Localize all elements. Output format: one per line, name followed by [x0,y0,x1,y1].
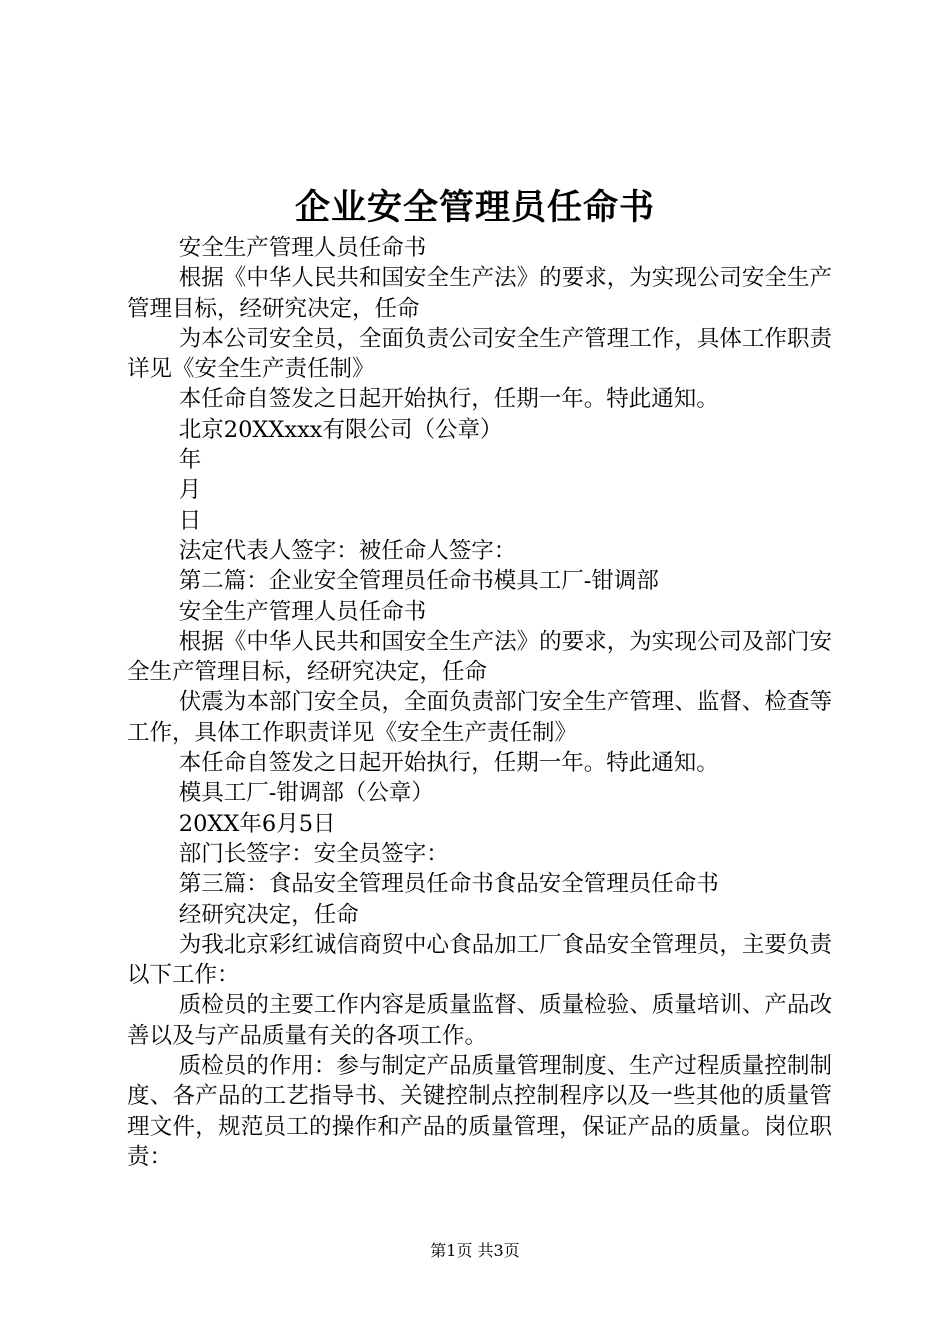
paragraph: 月 [178,477,202,504]
paragraph: 质检员的主要工作内容是质量监督、质量检验、质量培训、产品改善以及与产品质量有关的各项工作。 [127,992,832,1049]
paragraph: 第三篇：食品安全管理员任命书食品安全管理员任命书 [178,871,719,898]
paragraph: 北京20XXxxx有限公司（公章） [178,416,503,443]
page-footer: 第1页 共3页 [430,1241,520,1260]
paragraph: 本任命自签发之日起开始执行，任期一年。特此通知。 [178,386,719,413]
paragraph: 安全生产管理人员任命书 [178,235,427,261]
paragraph: 本任命自签发之日起开始执行，任期一年。特此通知。 [178,750,719,777]
paragraph: 年 [178,447,202,474]
paragraph: 安全生产管理人员任命书 [178,598,427,625]
paragraph: 20XX年6月5日 [178,810,336,837]
document-title: 企业安全管理员任命书 [294,187,655,228]
paragraph: 法定代表人签字：被任命人签字： [178,537,517,564]
paragraph: 经研究决定，任命 [178,901,359,928]
paragraph: 部门长签字：安全员签字： [178,840,449,867]
paragraph: 为我北京彩红诚信商贸中心食品加工厂食品安全管理员，主要负责以下工作： [127,931,832,989]
paragraph: 模具工厂-钳调部（公章） [178,780,434,807]
paragraph: 日 [178,507,202,534]
paragraph: 伏震为本部门安全员，全面负责部门安全生产管理、监督、检查等工作，具体工作职责详见《安全生产责任制》 [127,689,832,746]
paragraph: 第二篇：企业安全管理员任命书模具工厂-钳调部 [178,568,659,595]
paragraph: 为本公司安全员，全面负责公司安全生产管理工作，具体工作职责详见《安全生产责任制》 [127,325,832,383]
paragraph: 根据《中华人民共和国安全生产法》的要求，为实现公司及部门安全生产管理目标，经研究决定，任命 [127,628,832,686]
paragraph: 质检员的作用：参与制定产品质量管理制度、生产过程质量控制制度、各产品的工艺指导书、关键控制点控制程序以及一些其他的质量管理文件，规范员工的操作和产品的质量管理，保证产品的质量。岗位职责： [127,1053,832,1170]
paragraph: 根据《中华人民共和国安全生产法》的要求，为实现公司安全生产管理目标，经研究决定，任命 [127,265,832,322]
document-body [127,233,832,1172]
